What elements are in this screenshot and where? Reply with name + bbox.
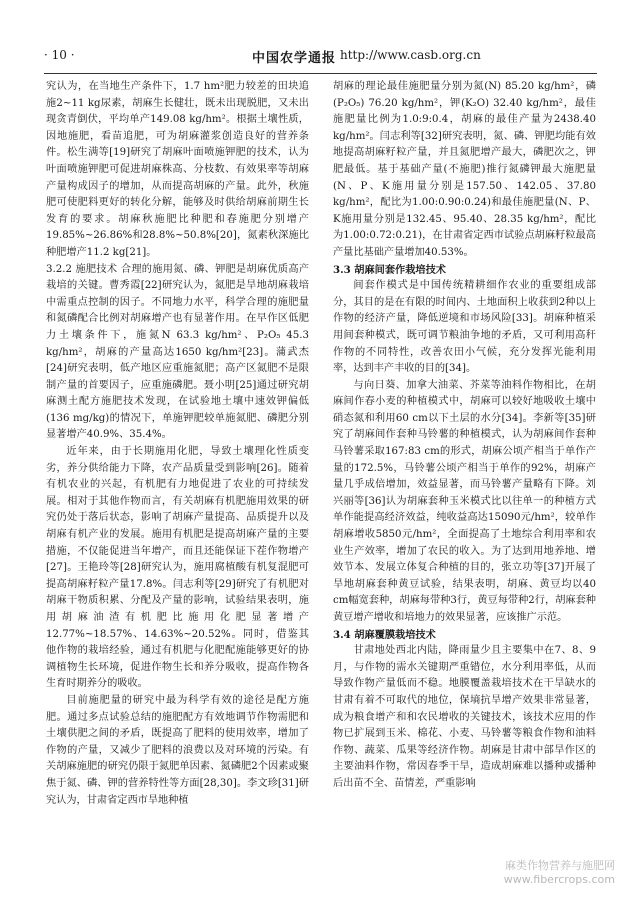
journal-name: 中国农学通报	[252, 51, 337, 66]
watermark-url: www.fibercrops.com	[503, 873, 615, 886]
section-number: 3.4	[333, 628, 351, 641]
paragraph: 目前施肥量的研究中最为科学有效的途径是配方施肥。通过多点试验总结的施肥配方有效地调节作物需肥和土壤供肥之间的矛盾，既提高了肥料的使用效率，增加了作物的产量，又减少了肥料的浪费以及对环境的污染。有关胡麻施肥的研究仍限于氮肥单因素、氮磷肥2个因素或聚焦于氮、磷、钾的营养特性等方面[28,30]。李文珍[31]研究认为，甘肃省定西市旱地种植	[46, 694, 309, 806]
section-3-3-heading	[333, 262, 596, 279]
paragraph: 究认为，在当地生产条件下，1.7 hm²肥力较差的田块追施2~11 kg尿素，胡麻生长健壮，既未出现脱肥，又未出现贪青倒伏，平均单产149.08 kg/hm²。根据土壤性质，因地施肥，看苗追肥，可为胡麻灌浆创造良好的营养条件。松生满等[19]研究了胡麻叶面喷施钾肥的技术，认为叶面喷施钾肥可促进胡麻株高、分枝数、有效果率等胡麻产量构成因子的增加，从而提高胡麻的产量。此外，秋施肥可使肥料更好的转化分解，能够及时供给胡麻前期生长发育的要求。胡麻秋施肥比种肥和春施肥分别增产19.85%~26.86%和28.8%~50.8%[20]，氮素秋深施比种肥增产11.2 kg[21]。	[46, 81, 309, 258]
section-number: 3.2.2	[46, 263, 72, 275]
paragraph: 合理的施用氮、磷、钾肥是胡麻优质高产栽培的关键。曹秀霞[22]研究认为，氮肥是旱地胡麻栽培中需重点控制的因子。不同地力水平，科学合理的施肥量和氮磷配合比例对胡麻增产也有显著作用。在早作区低肥力土壤条件下，施氮N 63.3 kg/hm²、P₂O₅ 45.3 kg/hm²，胡麻的产量高达1650 kg/hm²[23]。蒲武杰[24]研究表明，低产地区应重施氮肥；高产区氮肥不是限制产量的首要因子，应重施磷肥。聂小明[25]通过研究胡麻测土配方施肥技术发现，在试验地土壤中速效钾偏低(136 mg/kg)的情况下，单施钾肥较单施氮肥、磷肥分别显著增产40.9%、35.4%。	[46, 263, 310, 441]
header-rule	[44, 73, 597, 74]
paragraph: 间套作模式是中国传统精耕细作农业的重要组成部分，其目的是在有限的时间内、土地面积上收获到2种以上作物的经济产量，降低逆境和市场风险[33]。胡麻种植采用间套种模式，既可调节粮油争地的矛盾，又可利用高秆作物的不同特性，改善农田小气候，充分发挥光能利用率，达到丰产丰收的目的[34]。	[333, 280, 596, 375]
watermark-title: 麻类作物营养与施肥网	[505, 859, 615, 872]
section-title: 施肥技术	[75, 263, 118, 275]
left-column	[46, 79, 309, 809]
journal-url: http://www.casb.org.cn	[340, 48, 481, 62]
paragraph: 甘肃地处西北内陆，降雨量少且主要集中在7、8、9月，与作物的需水关键期严重错位，水分利用率低，从而导致作物产量低而不稳。地膜覆盖栽培技术在干旱缺水的甘肃有着不可取代的地位，保墒抗旱增产效果非常显著，成为粮食增产和和农民增收的关键技术，该技术应用的作物已扩展到玉米、棉花、小麦、马铃薯等粮食作物和油料作物、蔬菜、瓜果等经济作物。胡麻是甘肃中部旱作区的主要油料作物，常因春季干旱，造成胡麻难以播种或播种后出苗不全、苗情差，严重影响	[333, 645, 596, 789]
section-number: 3.3	[333, 263, 351, 276]
section-3-4-heading	[333, 627, 596, 644]
paragraph: 胡麻的理论最佳施肥量分别为氮(N) 85.20 kg/hm²，磷(P₂O₅) 76.20 kg/hm²，钾(K₂O) 32.40 kg/hm²，最佳施肥量比例为1.0:9:0.4，胡麻的最佳产量为2438.40 kg/hm²。闫志利等[32]研究表明，氮、磷、钾肥均能有效地提高胡麻籽粒产量，并且氮肥增产最大，磷肥次之，钾肥最低。基于基础产量(不施肥)推行氮磷钾最大施肥量(N、P、K施用量分别是157.50、142.05、37.80 kg/hm²，配比为1.00:0.90:0.24)和最佳施肥量(N、P、K施用量分别是132.45、95.40、28.35 kg/hm²，配比为1.00:0.72:0.21)，在甘肃省定西市试验点胡麻籽粒最高产量比基础产量增加40.53%。	[333, 81, 596, 258]
paragraph: 近年来，由于长期施用化肥，导致土壤理化性质变劣，养分供给能力下降，农产品质量受到影响[26]。随着有机农业的兴起，有机肥有力地促进了农业的可持续发展。相对于其他作物而言，有关胡麻有机肥施用效果的研究仍处于落后状态，影响了胡麻产量提高、品质提升以及胡麻有机产业的发展。施用有机肥是提高胡麻产量的主要措施，不仅能促进当年增产，而且还能保证下茬作物增产[27]。王艳玲等[28]研究认为，施用腐植酸有机复混肥可提高胡麻籽粒产量17.8%。闫志利等[29]研究了有机肥对胡麻干物质积累、分配及产量的影响，试验结果表明，施用胡麻油渣有机肥比施用化肥显著增产12.77%~18.57%、14.63%~20.52%。同时，借鉴其他作物的栽培经验，通过有机肥与化肥配施能够更好的协调植物生长环境，促进作物生长和养分吸收，提高作物各生育时期养分的吸收。	[46, 446, 309, 690]
page-header	[34, 46, 607, 72]
page-number: · 10 ·	[44, 48, 75, 62]
section-3-2-2	[46, 262, 309, 445]
section-title: 胡麻覆膜栽培技术	[354, 628, 436, 641]
paragraph: 与向日葵、加拿大油菜、芥菜等油料作物相比，在胡麻间作春小麦的种植模式中，胡麻可以较好地吸收土壤中硝态氮和利用60 cm以下土层的水分[34]。李新等[35]研究了胡麻间作套种马铃薯的种植模式，认为胡麻间作套种马铃薯采取167:83 cm的形式，胡麻公顷产相当于单作产量的172.5%，马铃薯公顷产相当于单作的92%，胡麻产量几乎成倍增加，效益显著，而马铃薯产量略有下降。刘兴丽等[36]认为胡麻套种玉米模式比以往单一的种植方式单作能提高经济效益，纯收益高达15090元/hm²，较单作胡麻增收5850元/hm²，全面提高了土地综合利用率和农业生产效率，增加了农民的收入。为了达到用地养地、增效节本、发展立体复合种植的目的，张立功等[37]开展了旱地胡麻套种黄豆试验，结果表明，胡麻、黄豆均以40 cm幅宽套种，胡麻每带种3行，黄豆每带种2行，胡麻套种黄豆增产增收和培地力的效果显著，应该推广示范。	[333, 379, 596, 623]
watermark	[504, 859, 615, 887]
section-title: 胡麻间套作栽培技术	[354, 263, 446, 276]
right-column	[333, 79, 596, 793]
